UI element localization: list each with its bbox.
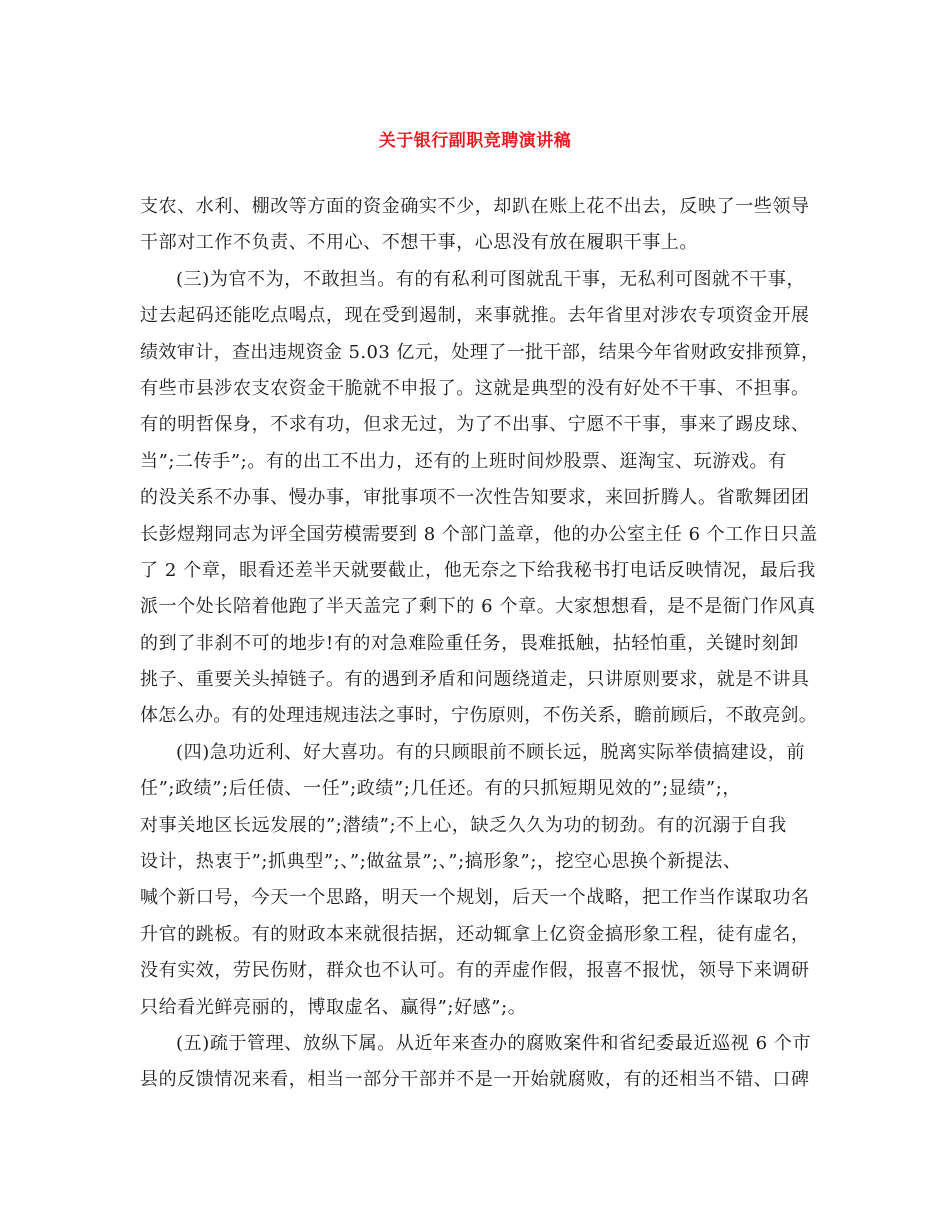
text-line: 的没关系不办事、慢办事，审批事项不一次性告知要求，来回折腾人。省歌舞团团 xyxy=(140,487,810,509)
text-line: 过去起码还能吃点喝点，现在受到遏制，来事就推。去年省里对涉农专项资金开展 xyxy=(140,305,810,327)
text-line: 支农、水利、棚改等方面的资金确实不少，却趴在账上花不出去，反映了一些领导 xyxy=(140,196,810,217)
text-line: 有些市县涉农支农资金干脆就不申报了。这就是典型的没有好处不干事、不担事。 xyxy=(140,377,810,399)
text-line: 了 2 个章，眼看还差半天就要截止，他无奈之下给我秘书打电话反映情况，最后我 xyxy=(140,559,816,581)
text-line: 县的反馈情况来看，相当一部分干部并不是一开始就腐败，有的还相当不错、口碑 xyxy=(140,1069,810,1091)
document-body xyxy=(140,196,820,1106)
text-line: 对事关地区长远发展的”;潜绩”;不上心，缺乏久久为功的韧劲。有的沉溺于自我 xyxy=(140,814,787,836)
paragraph-first-line: (四)急功近利、好大喜功。有的只顾眼前不顾长远，脱离实际举债搞建设，前 xyxy=(176,741,806,763)
text-line: 体怎么办。有的处理违规违法之事时，宁伤原则，不伤关系，瞻前顾后，不敢亮剑。 xyxy=(140,705,818,727)
paragraph-first-line: (三)为官不为，不敢担当。有的有私利可图就乱干事，无私利可图就不干事， xyxy=(176,268,806,290)
text-line: 只给看光鲜亮丽的，博取虚名、赢得”;好感”;。 xyxy=(140,996,527,1018)
text-line: 当”;二传手”;。有的出工不出力，还有的上班时间炒股票、逛淘宝、玩游戏。有 xyxy=(140,450,787,472)
text-line: 挑子、重要关头掉链子。有的遇到矛盾和问题绕道走，只讲原则要求，就是不讲具 xyxy=(140,669,810,691)
document-title: 关于银行副职竞聘演讲稿 xyxy=(378,131,572,151)
text-line: 没有实效，劳民伤财，群众也不认可。有的弄虚作假，报喜不报忧，领导下来调研 xyxy=(140,960,810,982)
text-line: 绩效审计，查出违规资金 5.03 亿元，处理了一批干部，结果今年省财政安排预算， xyxy=(140,341,820,363)
text-line: 喊个新口号，今天一个思路，明天一个规划，后天一个战略，把工作当作谋取功名 xyxy=(140,887,810,909)
text-line: 干部对工作不负责、不用心、不想干事，心思没有放在履职干事上。 xyxy=(140,232,698,254)
text-line: 设计，热衷于”;抓典型”;、”;做盆景”;、”;搞形象”;，挖空心思换个新提法、 xyxy=(140,851,742,873)
text-line: 派一个处长陪着他跑了半天盖完了剩下的 6 个章。大家想想看，是不是衙门作风真 xyxy=(140,596,816,618)
paragraph-first-line: (五)疏于管理、放纵下属。从近年来查办的腐败案件和省纪委最近巡视 6 个市 xyxy=(176,1032,812,1054)
text-line: 升官的跳板。有的财政本来就很拮据，还动辄拿上亿资金搞形象工程，徒有虚名， xyxy=(140,923,810,945)
text-line: 有的明哲保身，不求有功，但求无过，为了不出事、宁愿不干事，事来了踢皮球、 xyxy=(140,414,810,436)
text-line: 的到了非刹不可的地步!有的对急难险重任务，畏难抵触，拈轻怕重，关键时刻卸 xyxy=(140,632,799,654)
text-line: 长彭煜翔同志为评全国劳模需要到 8 个部门盖章，他的办公室主任 6 个工作日只盖 xyxy=(140,523,818,545)
text-line: 任”;政绩”;后任债、一任”;政绩”;几任还。有的只抓短期见效的”;显绩”;， xyxy=(140,778,741,800)
